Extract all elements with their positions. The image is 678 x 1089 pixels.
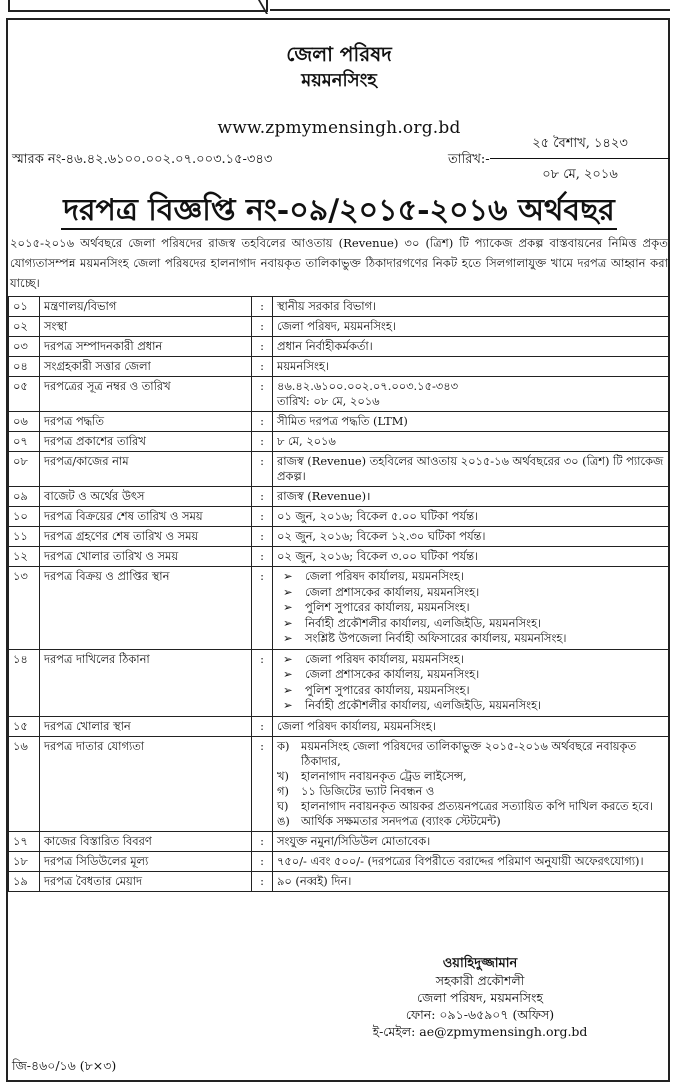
row-label: সংগ্রহকারী সত্তার জেলা [40,357,252,377]
row-value [273,317,670,337]
list-item-text: পুলিশ সুপারের কার্যালয়, ময়মনসিংহ। [305,682,470,697]
list-item [283,569,665,585]
value-text: ০২ জুন, ২০১৬; বিকেল ১২.৩০ ঘটিকা পর্যন্ত। [277,529,486,543]
table-row [9,412,670,432]
tender-title [0,186,678,237]
value-text: সংযুক্ত নমুনা/সিডিউল মোতাবেক। [277,833,431,848]
row-label: দরপত্র দাতার যোগ্যতা [40,736,252,831]
signatory-email[interactable]: ই-মেইল: ae@zpmymensingh.org.bd [372,1024,588,1039]
table-row [9,851,670,871]
list-item [283,683,665,699]
value-text-secondary: তারিখ: ০৮ মে, ২০১৬ [277,394,380,408]
row-value [273,831,670,851]
arrow-bullet-icon: ➢ [283,682,293,697]
list-item-text: নির্বাহী প্রকৌশলীর কার্যালয়, এলজিইডি, ময়মনসিংহ। [305,615,542,630]
row-number: ১৪ [9,649,40,716]
table-row [9,337,670,357]
qualification-key: ক) [277,738,290,753]
location-list [277,652,665,714]
qualification-item [277,784,665,799]
footer-code: জি-৪৬০/১৬ (৮×৩) [12,1058,117,1073]
value-text: জেলা পরিষদ কার্যালয়, ময়মনসিংহ। [277,718,436,733]
row-colon: : [252,507,273,527]
row-label: দরপত্র/কাজের নাম [40,452,252,487]
list-item [283,585,665,601]
row-number: ১৬ [9,736,40,831]
row-value [273,357,670,377]
list-item-text: পুলিশ সুপারের কার্যালয়, ময়মনসিংহ। [305,600,470,614]
row-colon: : [252,412,273,432]
row-value [273,547,670,567]
row-number: ০৩ [9,337,40,357]
row-label: দরপত্র বিক্রয় ও প্রাপ্তির স্থান [40,567,252,650]
office-name: জেলা পরিষদ [286,42,392,66]
top-border-tab [8,0,268,12]
row-label: বাজেট ও অর্থের উৎস [40,487,252,507]
table-row [9,507,670,527]
row-value [273,337,670,357]
row-label: দরপত্র খোলার স্থান [40,716,252,736]
row-number: ০৭ [9,432,40,452]
list-item [283,616,665,632]
table-row [9,649,670,716]
value-text: ৭৫০/- এবং ৫০০/- (দরপত্রের বিপরীতে বরাদ্দের পরিমাণ অনুযায়ী অফেরৎযোগ্য)। [277,853,644,868]
list-item [283,652,665,668]
list-item [283,667,665,683]
table-row [9,317,670,337]
row-number: ১০ [9,507,40,527]
qualification-text: ময়মনসিংহ জেলা পরিষদের তালিকাভুক্ত ২০১৫-২০১৬ অর্থবছরে নবায়কৃত ঠিকাদার, [301,738,636,768]
row-value [273,649,670,716]
table-row [9,297,670,317]
row-colon: : [252,649,273,716]
value-text: ৯০ (নব্বই) দিন। [277,873,352,888]
signatory-office: জেলা পরিষদ, ময়মনসিংহ [417,990,543,1005]
value-text: ০২ জুন, ২০১৬; বিকেল ৩.০০ ঘটিকা পর্যন্ত। [277,549,479,563]
top-border-strip [0,0,678,14]
row-label: সংস্থা [40,317,252,337]
date-english: ০৮ মে, ২০১৬ [542,167,618,182]
value-text: সীমিত দরপত্র পদ্ধতি (LTM) [277,414,408,428]
table-row [9,831,670,851]
memo-number: স্মারক নং-৪৬.৪২.৬১০০.০০২.০৭.০০৩.১৫-৩৪৩ [12,152,273,167]
row-number: ০৪ [9,357,40,377]
row-colon: : [252,487,273,507]
row-colon: : [252,716,273,736]
list-item-text: সংশ্লিষ্ট উপজেলা নির্বাহী অফিসারের কার্যালয়, ময়মনসিংহ। [305,631,567,645]
table-row [9,377,670,412]
row-label: কাজের বিস্তারিত বিবরণ [40,831,252,851]
row-number: ১৯ [9,871,40,891]
row-colon: : [252,547,273,567]
list-item-text: জেলা প্রশাসকের কার্যালয়, ময়মনসিংহ। [305,667,480,681]
row-colon: : [252,527,273,547]
row-colon: : [252,831,273,851]
district-name: ময়মনসিংহ [301,70,377,91]
date-box [490,134,670,186]
qualification-text: হালনাগাদ নবায়নকৃত আয়কর প্রত্যয়নপত্রের সত্যায়িত কপি দাখিল করতে হবে। [301,798,654,813]
value-text: ৮ মে, ২০১৬ [277,434,336,448]
signature-block [330,955,630,1040]
row-label: দরপত্র বিক্রয়ের শেষ তারিখ ও সময় [40,507,252,527]
row-label: মন্ত্রণালয়/বিভাগ [40,297,252,317]
list-item-text: নির্বাহী প্রকৌশলীর কার্যালয়, এলজিইডি, ময়মনসিংহ। [305,698,542,712]
row-value [273,377,670,412]
row-number: ১৩ [9,567,40,650]
row-colon: : [252,432,273,452]
table-row [9,432,670,452]
row-value [273,851,670,871]
row-colon: : [252,357,273,377]
qualification-item [277,814,665,829]
row-label: দরপত্র সম্পাদনকারী প্রধান [40,337,252,357]
arrow-bullet-icon: ➢ [283,651,293,666]
row-value [273,527,670,547]
row-number: ০২ [9,317,40,337]
row-number: ০৯ [9,487,40,507]
row-value [273,452,670,487]
qualification-item [277,739,665,769]
table-row [9,527,670,547]
table-row [9,357,670,377]
qualification-list [277,739,665,829]
table-row [9,487,670,507]
row-number: ০৮ [9,452,40,487]
row-value [273,487,670,507]
row-colon: : [252,736,273,831]
value-text: রাজস্ব (Revenue)। [277,489,371,503]
row-value [273,716,670,736]
row-number: ১৭ [9,831,40,851]
signatory-phone: ফোন: ০৯১-৬৫৯০৭ (অফিস) [405,1007,555,1022]
row-value [273,297,670,317]
row-colon: : [252,297,273,317]
row-number: ১৮ [9,851,40,871]
list-item [283,600,665,616]
arrow-bullet-icon: ➢ [283,667,293,681]
list-item [283,631,665,647]
top-border-line [270,0,670,11]
list-item-text: জেলা পরিষদ কার্যালয়, ময়মনসিংহ। [305,569,464,583]
signatory-name: ওয়াহিদুজ্জামান [442,956,518,971]
list-item-text: জেলা পরিষদ কার্যালয়, ময়মনসিংহ। [305,651,464,666]
row-label: দরপত্রের সূত্র নম্বর ও তারিখ [40,377,252,412]
row-number: ০১ [9,297,40,317]
arrow-bullet-icon: ➢ [283,569,293,583]
row-colon: : [252,851,273,871]
qualification-key: খ) [277,768,289,783]
arrow-bullet-icon: ➢ [283,600,293,614]
date-bangla: ২৫ বৈশাখ, ১৪২৩ [490,134,670,159]
table-row [9,547,670,567]
signatory-designation: সহকারী প্রকৌশলী [435,973,525,988]
value-text: স্থানীয় সরকার বিভাগ। [277,299,377,313]
row-number: ০৬ [9,412,40,432]
date-label: তারিখ:- [448,152,490,167]
row-label: দরপত্র গ্রহণের শেষ তারিখ ও সময় [40,527,252,547]
qualification-text: আর্থিক সক্ষমতার সনদপত্র (ব্যাংক স্টেটমেন্ট) [301,813,501,828]
row-value [273,412,670,432]
value-text: ৪৬.৪২.৬১০০.০০২.০৭.০০৩.১৫-৩৪৩ [277,379,459,393]
tender-title-text: দরপত্র বিজ্ঞপ্তি নং-০৯/২০১৫-২০১৬ অর্থবছর [63,193,615,228]
row-value [273,736,670,831]
website-link[interactable]: www.zpmymensingh.org.bd [217,118,461,138]
row-colon: : [252,452,273,487]
arrow-bullet-icon: ➢ [283,584,293,599]
row-colon: : [252,377,273,412]
table-row [9,716,670,736]
row-label: দরপত্র সিডিউলের মূল্য [40,851,252,871]
value-text: ময়মনসিংহ। [277,359,329,373]
row-number: ১৫ [9,716,40,736]
list-item [283,698,665,714]
row-colon: : [252,337,273,357]
qualification-key: গ) [277,783,289,798]
value-text: প্রধান নির্বাহীকর্মকর্তা। [277,339,373,353]
row-label: দরপত্র প্রকাশের তারিখ [40,432,252,452]
qualification-text: ১১ ডিজিটের ভ্যাট নিবন্ধন ও [301,783,435,798]
row-colon: : [252,567,273,650]
row-value [273,567,670,650]
row-number: ১২ [9,547,40,567]
row-value [273,432,670,452]
row-label: দরপত্র পদ্ধতি [40,412,252,432]
row-colon: : [252,871,273,891]
arrow-bullet-icon: ➢ [283,698,293,712]
qualification-text: হালনাগাদ নবায়নকৃত ট্রেড লাইসেন্স, [301,768,467,783]
qualification-key: ঘ) [277,798,289,813]
row-label: দরপত্র দাখিলের ঠিকানা [40,649,252,716]
list-item-text: জেলা প্রশাসকের কার্যালয়, ময়মনসিংহ। [305,584,480,599]
row-number: ০৫ [9,377,40,412]
table-row [9,736,670,831]
qualification-key: ঙ) [277,813,290,828]
row-label: দরপত্র খোলার তারিখ ও সময় [40,547,252,567]
arrow-bullet-icon: ➢ [283,615,293,630]
arrow-bullet-icon: ➢ [283,631,293,645]
row-label: দরপত্র বৈধতার মেয়াদ [40,871,252,891]
table-row [9,871,670,891]
row-number: ১১ [9,527,40,547]
row-value [273,507,670,527]
value-text: জেলা পরিষদ, ময়মনসিংহ। [277,319,396,333]
row-value [273,871,670,891]
qualification-item [277,769,665,784]
value-text: ০১ জুন, ২০১৬; বিকেল ৫.০০ ঘটিকা পর্যন্ত। [277,509,479,523]
row-colon: : [252,317,273,337]
location-list [277,569,665,647]
table-row [9,452,670,487]
tender-details-table [8,296,670,892]
value-text: রাজস্ব (Revenue) তহবিলের আওতায় ২০১৫-১৬ অর্থবছরের ৩০ (ত্রিশ) টি প্যাকেজ প্রকল্প। [277,454,664,483]
qualification-item [277,799,665,814]
intro-paragraph: ২০১৫-২০১৬ অর্থবছরে জেলা পরিষদের রাজস্ব তহবিলের আওতায় (Revenue) ৩০ (ত্রিশ) টি প্যাকেজ প্রকল্প বাস্তবায়নের নিমিত্ত প্রকৃত যোগ্যতাসম্পন্ন ময়মনসিংহ জেলা পরিষদের হালনাগাদ নবায়কৃত তালিকাভুক্ত ঠিকাদারগণের নিকট হতে সিলগালাযুক্ত খামে দরপত্র আহ্বান করা যাচ্ছে। [10,236,668,290]
table-row [9,567,670,650]
